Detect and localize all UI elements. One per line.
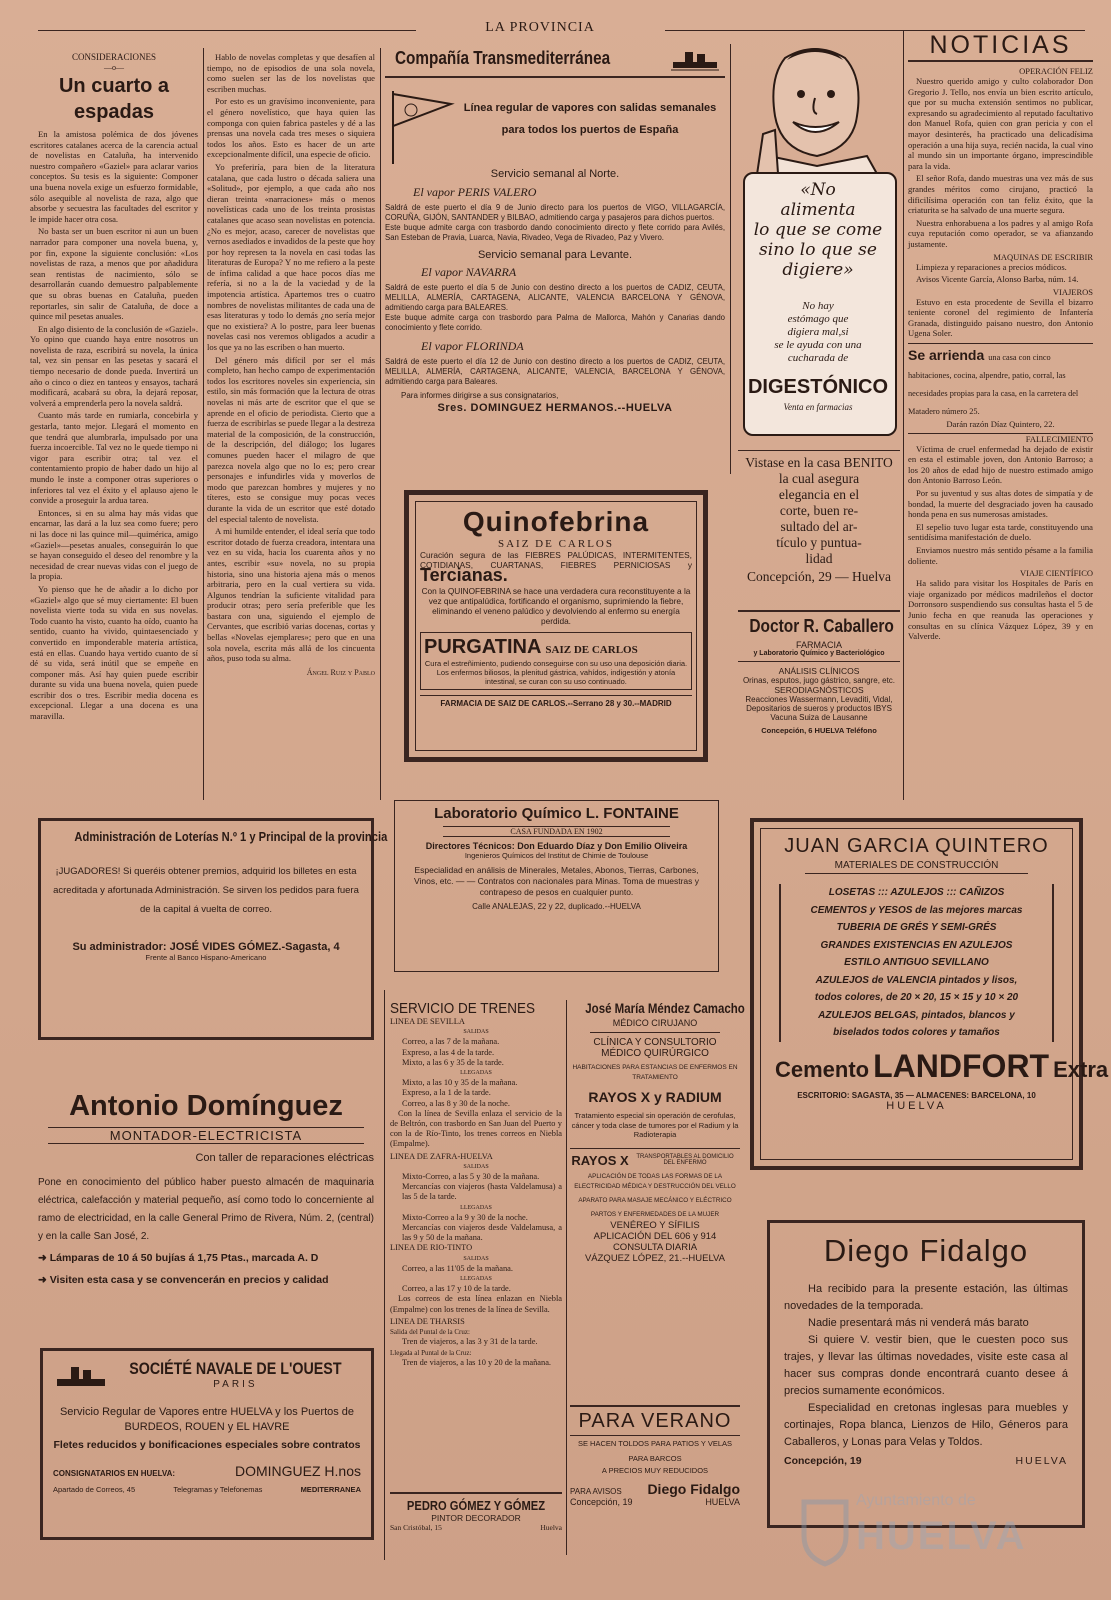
ad-subtitle: Línea regular de vapores con salidas semanales	[463, 102, 717, 114]
benito-line: corte, buen re-	[779, 503, 859, 518]
train-time: Mixto, a las 6 y 35 de la tarde.	[402, 1057, 504, 1067]
fidalgo-city: HUELVA	[1015, 1455, 1068, 1467]
caballero-line: Reacciones Wassermann, Levaditi, Vidal, Depositarios de sueros y productos IBYS	[745, 695, 893, 713]
pedro-address: San Cristóbal, 15	[390, 1523, 442, 1532]
train-time: Mixto, a las 10 y 35 de la mañana.	[402, 1078, 518, 1088]
caballero-line: ANÁLISIS CLÍNICOS	[778, 666, 860, 676]
pedro-sub: PINTOR DECORADOR	[431, 1513, 521, 1523]
news-heading: MAQUINAS DE ESCRIBIR	[993, 251, 1093, 262]
mendez-sub: MÉDICO CIRUJANO	[612, 1018, 698, 1028]
train-label: Llegada al Puntal de la Cruz:	[390, 1348, 472, 1357]
fidalgo-text: Especialidad en cretonas inglesas para muebles y cortinajes, Ropa blanca, Lienzos de Hilo, Géneros para Caballeros, y Lonas para Velas y Toldos.	[784, 1402, 1068, 1448]
article-paragraph: Cuanto más tarde en rumiarla, concebirla y gestarla, tanto mejor. Llegará el momento en que tendrá que alumbrarla, impulsado por una fuerza incoercible. Tal vez no le quede tiempo ni vigor para escribir otra; tal vez el contentamiento propio de haber dado un hijo al mundo le inste a componer otras superiores o inferiores tal vez el éxito y el aplauso ajeno le convide a proseguir la ardua tarea.	[30, 410, 198, 506]
train-label: Salida del Puntal de la Cruz:	[390, 1328, 470, 1337]
news-paragraph: El sepelio tuvo lugar esta tarde, constituyendo una sentidísima manifestación de duelo.	[908, 521, 1093, 543]
ad-transmediterranea	[385, 44, 725, 474]
fontaine-address: Calle ANALEJAS, 22 y 22, duplicado.--HUELVA	[472, 902, 641, 911]
purgatina-text: Cura el estreñimiento, pudiendo conseguirse con su uso una deposición diaria. Los enfermos biliosos, la plenitud gástrica, vahídos, indigestión y atonía intestinal, se curan con su uso continuado.	[424, 659, 688, 686]
ship-text: Saldrá de este puerto el día 5 de Junio con destino directo a los puertos de CADIZ, CEUTA, MELILLA, ALMERÍA, CARTAGENA, ALICANTE, VALENCIA BARCELONA Y GÉNOVA, admitiendo carga para BALEARES.	[385, 283, 725, 312]
quino-brand: Quinofebrina	[462, 506, 650, 537]
antonio-lamps-text: Lámparas de 10 á 50 bujías á 1,75 Ptas., marcada A. D	[49, 1252, 319, 1264]
train-time: Mercancías con viajeros (hasta Valdelamusa) a las 5 de la tarde.	[402, 1182, 562, 1202]
navale-po-box: Apartado de Correos, 45	[53, 1485, 136, 1494]
train-line: LINEA DE ZAFRA-HUELVA	[390, 1151, 493, 1161]
news-paragraph: Por su juventud y sus altas dotes de simpatía y de bondad, la muerte del desgraciado joven ha causado honda pena en sus numerosas amistades.	[908, 488, 1093, 520]
slogan-line: lo que se come	[753, 220, 883, 240]
mendez-treatment: Tratamiento especial sin operación de cerofulas, cáncer y toda clase de tumores por el Radium y la Radioterapia	[571, 1111, 739, 1139]
train-time: Correo, a las 17 y 10 de la tarde.	[402, 1284, 511, 1294]
quintero-address: ESCRITORIO: SAGASTA, 35 — ALMACENES: BARCELONA, 10	[797, 1090, 1036, 1100]
quintero-item: ESTILO ANTIGUO SEVILLANO	[844, 957, 989, 968]
mendez-name: José María Méndez Camacho	[585, 1000, 745, 1016]
rental-notice	[908, 343, 1093, 430]
mendez-line: APLICACIÓN DEL 606 y 914	[593, 1230, 717, 1242]
news-paragraph: Ha salido para visitar los Hospitales de París en viaje organizado por médicos madrileños el doctor Dorronsoro suspendiendo sus consultas hasta el 5 de Junio fecha en que reanuda las operaciones y consultas en su clínica Vázquez López, 39 y en Valverde.	[908, 578, 1093, 642]
train-label: LLEGADAS	[460, 1276, 492, 1283]
quintero-bracket	[1034, 884, 1054, 1042]
archive-watermark	[800, 1490, 1040, 1570]
service-north: Servicio semanal al Norte.	[490, 168, 620, 180]
purgatina-brand: PURGATINA	[424, 636, 542, 658]
train-title: SERVICIO DE TRENES	[390, 1000, 536, 1017]
quintero-item: biselados todos colores y tamaños	[833, 1027, 1000, 1038]
quintero-item: AZULEJOS BELGAS, pintados, blancos y	[818, 1009, 1015, 1021]
antonio-lamps: ➜ Lámparas de 10 á 50 bujías á 1,75 Ptas., marcada A. D	[38, 1252, 319, 1264]
quino-text	[420, 550, 692, 583]
benito-line: elegancia en el	[778, 487, 860, 502]
article-signature: Ángel Ruiz y Pablo	[306, 667, 375, 677]
verano-name: Diego Fidalgo	[647, 1481, 740, 1497]
navale-consignees: CONSIGNATARIOS EN HUELVA:	[53, 1469, 176, 1478]
news-paragraph: Víctima de cruel enfermedad ha dejado de existir en esta el estimable joven, don Antonio Barroso; a los 20 años de edad hijo de nuestro estimado amigo don Antonio Barroso León.	[908, 443, 1093, 486]
train-time: Expreso, a la 1 de la tarde.	[402, 1088, 491, 1098]
ad-consignee: Sres. DOMINGUEZ HERMANOS.--HUELVA	[437, 402, 673, 414]
news-paragraph: El señor Rofa, dando muestras una vez más de sus grandes méritos como cirujano, practicó la dificilísima operación con tan feliz éxito, que la criaturita se ha salvado de una muerte segura.	[908, 173, 1093, 216]
caballero-sub: y Laboratorio Químico y Bacteriológico	[753, 650, 885, 657]
article-paragraph: En la amistosa polémica de dos jóvenes escritores catalanes acerca de la carencia actual de novelistas en Cataluña, ha intervenido nuestro compañero «Gaziel» para aclarar varios conceptos. Su tesis es la siguiente: Componer una buena novela exige un esfuerzo formidable, sólo asequible al novelista de raza, algo que absorbe y secuestra las facultades del escritor y le impide hacer otra cosa.	[30, 129, 198, 224]
ad-info: Para informes dirigirse a sus consignatarios,	[401, 391, 559, 400]
ad-quintero	[750, 818, 1109, 1170]
column-rule	[203, 48, 204, 800]
ship-text: Saldrá de este puerto el día 9 de Junio directo para los puertos de VIGO, VILLAGARCÍA, CORUÑA, GIJÓN, SANTANDER y BILBAO, admitiendo carga y pasajeros para dichos puertos.	[385, 203, 725, 222]
news-title: NOTICIAS	[908, 30, 1093, 62]
digestonico-slogan	[745, 180, 891, 280]
fontaine-title: Laboratorio Químico L. FONTAINE	[434, 805, 679, 822]
quintero-item: GRANDES EXISTENCIAS EN AZULEJOS	[820, 939, 1013, 951]
fontaine-founded: CASA FUNDADA EN 1902	[443, 826, 670, 837]
claim-line: estómago que	[787, 313, 849, 325]
navale-med: MEDITERRANEA	[300, 1485, 361, 1494]
fidalgo-name: Diego Fidalgo	[823, 1233, 1029, 1268]
slogan-line: alimenta	[780, 200, 856, 220]
pedro-name: PEDRO GÓMEZ Y GÓMEZ	[406, 1498, 546, 1513]
benito-line: sultado del ar-	[780, 519, 858, 534]
digestonico-brand: DIGESTÓNICO	[747, 376, 888, 398]
fontaine-engineers: Ingenieros Químicos del Institut de Chimie de Toulouse	[464, 851, 649, 860]
quintero-item: AZULEJOS de VALENCIA pintados y lisos,	[815, 974, 1018, 986]
verano-city: HUELVA	[705, 1497, 740, 1507]
digestonico-claim	[745, 300, 891, 365]
news-paragraph: Limpieza y reparaciones a precios módicos.	[916, 261, 1067, 272]
mendez-line: PARTOS Y ENFERMEDADES DE LA MUJER	[590, 1210, 720, 1218]
quintero-sub: MATERIALES DE CONSTRUCCIÓN	[805, 860, 1028, 874]
antonio-visit: ➜ Visiten esta casa y se convencerán en precios y calidad	[38, 1274, 329, 1286]
verano-text: SE HACEN TOLDOS PARA PATIOS Y VELAS PARA BARCOS	[570, 1435, 740, 1466]
navale-telegrams: Telegramas y Telefonemas	[173, 1485, 263, 1494]
slogan-line: «No	[800, 180, 836, 200]
article-paragraph: No basta ser un buen escritor ni aun un buen narrador para componer una novela buena, y, por fin, expone la siguiente conclusión: «Los novelistas de raza, a menos que por añadidura sean rentistas de nacimiento, sólo se desarrollarán cuando demuestro palpablemente que su obras buenas en Cataluña, pueden reportarles, sin salir de Cataluña, de doce a quince mil pesetas anuales.	[30, 226, 198, 322]
service-levante: Servicio semanal para Levante.	[477, 249, 633, 261]
news-paragraph: Enviamos nuestro más sentido pésame a la familia doliente.	[908, 545, 1093, 566]
pedro-city: Huelva	[540, 1523, 562, 1532]
purgatina-maker: SAIZ DE CARLOS	[545, 644, 638, 656]
ad-quinofebrina	[404, 490, 708, 762]
news-paragraph: Avisos Vicente García, Alonso Barba, núm. 14.	[916, 274, 1079, 285]
quintero-item: LOSETAS ::: AZULEJOS ::: CAÑIZOS	[828, 887, 1005, 898]
antonio-name: Antonio Domínguez	[69, 1090, 343, 1122]
claim-line: cucharada de	[787, 352, 849, 364]
news-heading: FALLECIMIENTO	[908, 433, 1093, 444]
caballero-name: Doctor R. Caballero	[749, 616, 894, 636]
benito-line: Vistase en la casa BENITO	[745, 455, 893, 470]
navale-service: Servicio Regular de Vapores entre HUELVA y los Puertos de BURDEOS, ROUEN y EL HAVRE	[59, 1406, 355, 1433]
mendez-line: MÉDICO QUIRÚRGICO	[601, 1048, 709, 1059]
train-note: Con la línea de Sevilla enlaza el servicio de la de Beltrón, con trasbordo en San Juan del Puerto y con la de Río-Tinto, los trenes correos en Niebla (Empalme).	[390, 1108, 562, 1149]
flag-icon	[385, 86, 455, 166]
ship-name: El vapor NAVARRA	[421, 265, 517, 279]
train-label: SALIDAS	[463, 1029, 489, 1036]
fidalgo-text: Ha recibido para la presente estación, las últimas novedades de la temporada.	[784, 1283, 1068, 1312]
loterias-front: Frente al Banco Hispano-Americano	[145, 953, 267, 962]
quintero-item: TUBERIA DE GRÉS Y SEMI-GRÉS	[836, 922, 997, 933]
article-col2	[207, 52, 375, 800]
train-label: LLEGADAS	[460, 1070, 492, 1077]
ad-benito	[738, 450, 900, 605]
ship-text: Este buque admite carga con trasbordo dando conocimiento directo y flete corrido para Avilés, San Esteban de Pravia, Luarca, Navia, Rivadeo, Vega de Rivadeo, Paz y Vivero.	[385, 223, 725, 242]
article-paragraph: Yo preferiría, para bien de la literatura catalana, que cada lustro o década saliera una «Solitud», por ejemplo, a que cada año nos dieran treinta «narraciones» más o menos novelísticas cada uno de los treinta prosistas catalanes que acaso sean novelistas en potencia. ¿No es mejor, acaso, carecer de novelistas que vernos asediados e invadidos de la peste que hoy por hoy represen ta la novela en casi todas las literaturas de Europa? Y no me refiero a la peste de ínfima calidad a que hace pocos días me refería, si no a la de la vaciedad y de la impotencia artística. Apartemos tres o cuatro nombres de novelistas militantes de cada una de esas literaturas y todo lo demás ¿no sería mejor que no existiera? A lo postre, para leer buenas novelas casi nos veremos obligados a acudir a los que ya no las escriben o han muerto.	[207, 161, 376, 353]
quino-text-1: Curación segura de las FIEBRES PALÚDICAS, INTERMITENTES, COTIDIANAS, CUARTANAS, FIEBRES PERNICIOSAS y	[420, 550, 692, 570]
navale-rates: Fletes reducidos y bonificaciones especiales sobre contratos	[53, 1439, 361, 1451]
mendez-line: APARATO PARA MASAJE MECÁNICO Y ELÉCTRICO	[578, 1196, 732, 1204]
mendez-line: CLÍNICA Y CONSULTORIO	[593, 1037, 717, 1048]
quintero-bracket	[779, 884, 799, 1042]
caballero-line: SERODIAGNÓSTICOS	[774, 685, 864, 695]
navale-city: PARIS	[213, 1378, 258, 1390]
watermark-line1: Ayuntamiento de	[856, 1492, 976, 1509]
mendez-xray-sub: TRANSPORTABLES AL DOMICILIO DEL ENFERMO	[636, 1154, 734, 1166]
claim-line: No hay	[802, 300, 834, 312]
mendez-line: VÁZQUEZ LÓPEZ, 21.--HUELVA	[584, 1252, 726, 1264]
navale-name: SOCIÉTÉ NAVALE DE L'OUEST	[129, 1358, 342, 1378]
quino-tercianas: Tercianas.	[420, 565, 508, 585]
quino-foot: FARMACIA DE SAIZ DE CARLOS.--Serrano 28 y 30.--MADRID	[420, 695, 692, 708]
article-col1	[30, 52, 198, 800]
ship-icon	[53, 1357, 109, 1391]
verano-address: Concepción, 19	[570, 1497, 633, 1507]
shield-icon	[800, 1496, 850, 1566]
ad-societe-navale	[40, 1348, 374, 1540]
quintero-cement: Cemento	[775, 1056, 870, 1082]
train-note: Los correos de esta línea enlazan en Niebla (Empalme) con los trenes de la línea de Sevilla.	[390, 1294, 562, 1314]
slogan-line: digiere»	[782, 260, 854, 280]
train-time: Mixto-Correo, a las 5 y 30 de la mañana.	[402, 1172, 540, 1182]
ad-pedro-gomez	[390, 1492, 562, 1547]
loterias-admin: Su administrador: JOSÉ VIDES GÓMEZ.-Sagasta, 4	[72, 941, 340, 953]
masthead-rule-left	[38, 30, 416, 31]
verano-avisos: PARA AVISOS	[570, 1487, 622, 1496]
train-line: LINEA DE SEVILLA	[390, 1017, 465, 1026]
antonio-workshop: Con taller de reparaciones eléctricas	[195, 1152, 374, 1164]
verano-price: A PRECIOS MUY REDUCIDOS	[601, 1466, 709, 1475]
mendez-line: VENÉREO Y SÍFILIS	[610, 1219, 700, 1231]
fidalgo-text: Nadie presentará más ni venderá más barato	[808, 1317, 1029, 1329]
rental-heading: Se arrienda	[908, 347, 985, 364]
quino-maker: SAIZ DE CARLOS	[497, 538, 614, 550]
train-label: SALIDAS	[463, 1163, 489, 1170]
watermark-line2: HUELVA	[856, 1514, 1027, 1558]
column-rule	[566, 1000, 567, 1555]
article-paragraph: Del género más difícil por ser el más completo, han hecho campo de experimentación todos los escritores noveles sin experiencia, sin estilo, sin más formación que la lectura de otras novelas ni más arte de escritor que el que se aprende en el oficio de periodista. Cierto que a fuerza de escribirlas se puede llegar a la destreza material de la composición, de la construcción, de la descripción, del diálogo; los lugares comunes pueden hacer el milagro de que parezca novela algo que no lo es; pero crear personajes e infundirles vida y moverlos de modo que parezcan hombres y mujeres y no títeres, esto se consigue muy pocas veces durante la vida de un escritor que esté dotado del especial talento de novelista.	[207, 354, 375, 524]
ad-loterias	[38, 818, 388, 1040]
quintero-item: todos colores, de 20 × 20, 15 × 15 y 10 × 20	[814, 992, 1019, 1003]
slogan-line: sino lo que se	[759, 240, 877, 260]
benito-address: Concepción, 29 — Huelva	[747, 569, 891, 584]
train-time: Correo, a las 7 de la mañana.	[402, 1037, 500, 1047]
ship-icon	[669, 44, 721, 72]
quino-text-2: Con la QUINOFEBRINA se hace una verdadera cura reconstituyente a la vez que antipalúdica, fortificando el organismo, suprimiendo la fiebre, eliminando el veneno palúdico y devolviendo al enfermo su energía perdida.	[421, 586, 691, 626]
ad-antonio-dominguez	[38, 1090, 374, 1310]
ad-caballero	[738, 610, 900, 800]
antonio-sub: MONTADOR-ELECTRICISTA	[48, 1127, 364, 1144]
train-schedule	[390, 1000, 562, 1485]
quintero-name: JUAN GARCIA QUINTERO	[784, 835, 1049, 857]
article-paragraph: Yo pienso que he de añadir a lo dicho por «Gaziel» algo que sé muy ciertamente: El buen novelista vierte toda su vida en sus novelas. Todo cuanto ha visto, cuanto ha oído, cuanto ha sentido, cuanto ha vivido, quintaesenciado y convertido en imponderable materia artística, está en ellas. Cuando haya vertido cuanto de sí dé su vida, será inútil que se empeñe en componer más. Así hay quien puede escribir durante su vida una buena novela, quien puede escribir dos o tres. Escribir media docena es excepcional. Llegar a una docena es una maravilla.	[30, 583, 198, 722]
antonio-text: Pone en conocimiento del público haber puesto almacén de maquinaria eléctrica, calefacción y material pequeño, así como todo lo concerniente al ramo de electricidad, en la calle General Primo de Rivera, Núm. 2, (central) y en la calle San José, 2.	[38, 1177, 374, 1242]
smiling-man-illustration	[735, 38, 898, 188]
ad-digestonico	[735, 38, 898, 438]
train-label: LLEGADAS	[460, 1204, 492, 1211]
mendez-line: HABITACIONES PARA ESTANCIAS DE ENFERMOS EN TRATAMIENTO	[572, 1064, 738, 1081]
article-paragraph: Hablo de novelas completas y que desafíen al tiempo, no de episodios de una sola novela, como suelen ser las de los novelistas que escriben muchas.	[207, 52, 375, 94]
ad-fontaine	[394, 800, 719, 972]
mendez-rays: RAYOS X y RADIUM	[588, 1089, 722, 1105]
mendez-xray: RAYOS X	[571, 1152, 629, 1168]
news-heading: OPERACIÓN FELIZ	[1019, 66, 1093, 76]
benito-line: lidad	[805, 551, 833, 566]
train-time: Correo, a las 8 y 30 de la noche.	[402, 1098, 510, 1108]
article-kicker: CONSIDERACIONES	[71, 52, 156, 62]
ship-text: Este buque admite carga con trasbordo para Palma de Mallorca, Mahón y Canarias dando conocimiento y flete corrido.	[385, 313, 725, 332]
news-paragraph: Nuestro querido amigo y culto colaborador Don Gregorio J. Tello, nos envía un bien escrito artículo, que por su mucha extensión sentimos no publicar, expresando su agradecimiento al reputado facultativo don Manuel Rofa, quien con gran pericia y con el mayor desinterés, ha practicado una delicadísima operación a una hija suya, recién nacida, la cual vino al mundo sin un importante órgano, imprescindible para la vida.	[908, 76, 1093, 171]
column-rule	[730, 44, 731, 474]
quintero-city: HUELVA	[886, 1099, 947, 1112]
masthead: LA PROVINCIA	[485, 20, 595, 35]
fidalgo-address: Concepción, 19	[784, 1455, 862, 1467]
article-paragraph: Entonces, si en su alma hay más vidas que encarnar, las dará a la luz sea como fuere; pero ni las doce ni las quince mil—quimérica, amigo «Gaziel»—pesetas anuales, conseguirán lo que se hayan conseguido el deseo del renombre y la necesidad de crear nuevas vidas con el juego de la propia.	[30, 507, 198, 582]
loterias-text: ¡JUGADORES! Si queréis obtener premios, adquirid los billetes en esta acreditada y afortunada Administración. Se sirven los pedidos para fuera de la capital á vuelta de correo.	[53, 866, 359, 915]
article-title: Un cuarto a espadas	[58, 75, 170, 123]
train-time: Mixto-Correo a la 9 y 30 de la noche.	[402, 1212, 528, 1222]
train-time: Tren de viajeros, a las 3 y 31 de la tarde.	[402, 1337, 538, 1347]
train-line: LINEA DE THARSIS	[390, 1316, 465, 1326]
ad-diego-fidalgo	[767, 1220, 1085, 1528]
caballero-address: Concepción, 6 HUELVA Teléfono	[761, 726, 877, 735]
article-paragraph: A mi humilde entender, el ideal sería que todo escritor dotado de fuerza creadora, intentara una vez en su vida, hacia los cuarenta años y no antes, escribir «su» novela, no su propia historia, sino una historia ajena más o menos arbitraria, pero en la cual vertiera su vida. Algunos tendrían la suficiente vitalidad para producir otras; pero sería preferible que les bastara con una, siguiendo el ejemplo de Cervantes, que escribió varias docenas, cortas y bellas «Novelas ejemplares»; pero que en una sola novela, escrita más allá de los cincuenta años, puso toda su alma.	[207, 526, 375, 664]
train-time: Mercancías con viajeros desde Valdelamusa, a las 9 y 50 de la mañana.	[402, 1223, 562, 1243]
benito-line: tículo y puntua-	[776, 535, 862, 550]
mendez-line: APLICACIÓN DE TODAS LAS FORMAS DE LA ELECTRICIDAD MÉDICA Y DESTRUCCIÓN DEL VELLO	[574, 1172, 736, 1190]
quintero-landfort: LANDFORT	[873, 1047, 1050, 1084]
antonio-visit-text: Visiten esta casa y se convencerán en precios y calidad	[49, 1274, 329, 1286]
article-paragraph: Por esto es un gravísimo inconveniente, para el género novelístico, que haya quien las componga con quien fabrica pasteles y dé a las prensas una novela cada tres meses o siquiera todos los años. Esto es hacer de un arte excepcionalmente difícil, una especie de oficio.	[207, 96, 375, 160]
ship-name: El vapor PERIS VALERO	[413, 185, 537, 199]
news-paragraph: Nuestra enhorabuena a los padres y al amigo Rofa cuya reputación como operador, se va afianzando justamente.	[908, 217, 1093, 249]
train-time: Expreso, a las 4 de la tarde.	[402, 1047, 495, 1057]
news-column	[908, 30, 1093, 800]
claim-line: digiera mal,si	[787, 326, 849, 338]
train-time: Correo, a las 11'05 de la mañana.	[402, 1263, 513, 1273]
ad-mendez	[570, 1000, 745, 1410]
news-heading: VIAJE CIENTÍFICO	[1020, 568, 1093, 579]
digestonico-foot: Venta en farmacias	[783, 402, 853, 412]
fidalgo-text: Si quiere V. vestir bien, que le cuesten poco sus trajes, y llevar las últimas novedades, visite este casa al hacer sus compras donde encontrará cuanto desee á precios sumamente económicos.	[784, 1334, 1068, 1397]
fontaine-directors: Directores Técnicos: Don Eduardo Díaz y Don Emilio Oliveira	[425, 841, 688, 851]
article-kicker-ornament: —o—	[104, 63, 124, 72]
quintero-item: CEMENTOS y YESOS de las mejores marcas	[810, 904, 1023, 916]
ship-name: El vapor FLORINDA	[421, 339, 524, 353]
train-label: SALIDAS	[463, 1255, 489, 1262]
caballero-sub: FARMACIA	[795, 640, 842, 650]
claim-line: se le ayuda con una	[774, 339, 862, 351]
train-time: Tren de viajeros, a las 10 y 20 de la mañana.	[402, 1357, 552, 1367]
caballero-line: Vacuna Suiza de Lausanne	[770, 713, 868, 722]
column-rule	[380, 48, 381, 800]
rental-contact: Darán razón Díaz Quintero, 22.	[946, 419, 1055, 430]
news-paragraph: Estuvo en esta procedente de Sevilla el bizarro teniente coronel del regimiento de Infantería Granada, distinguido paisano nuestro, don Antonio Ugena Soler.	[908, 296, 1093, 339]
ad-subtitle: para todos los puertos de España	[501, 124, 679, 136]
verano-title: PARA VERANO	[578, 1410, 732, 1432]
rental-text: una casa con cinco habitaciones, cocina, alpendre, patio, corral, las necesidades propias para la casa, en la carretera del Matadero número 25.	[908, 353, 1079, 417]
ad-title: Compañía Transmediterránea	[395, 47, 611, 68]
benito-line: la cual asegura	[778, 471, 860, 486]
column-rule	[384, 990, 385, 1560]
loterias-title: Administración de Loterías N.º 1 y Principal de la provincia	[74, 829, 388, 844]
mendez-line: CONSULTA DIARIA	[612, 1241, 698, 1253]
ship-text: Saldrá de este puerto el día 12 de Junio con destino directo a los puertos de CADIZ, CEUTA, MELILLA, ALMERÍA, CARTAGENA, ALICANTE, VALENCIA, BARCELONA Y GÉNOVA, admitiendo carga para Baleares.	[385, 357, 725, 386]
navale-consignee-name: DOMINGUEZ H.nos	[234, 1463, 361, 1479]
quintero-extra: Extra	[1053, 1056, 1109, 1082]
ad-para-verano	[570, 1405, 740, 1553]
train-line: LINEA DE RIO-TINTO	[390, 1243, 473, 1253]
column-rule	[903, 30, 904, 800]
article-paragraph: En algo disiento de la conclusión de «Gaziel». Yo opino que cuando haya entre nosotros un novelista de raza, escribirá su novela, la única tal, vez sin pensar en las pesetas y sacará el tiempo necesario de donde pueda. Invertirá un año o cinco o diez en tanteos y ensayos, tachará modificará, acabará su obra, la dejará reposar, volverá a emprenderla pero la novela saldrá.	[30, 323, 198, 408]
fontaine-specialty: Especialidad en análisis de Minerales, Metales, Abonos, Tierras, Carbones, Vinos, etc. — — Contratos con nacionales para Minas. Toma de muestras y contrapeso de pesos en cualquier punto.	[413, 865, 700, 897]
caballero-line: Orinas, esputos, jugo gástrico, sangre, etc.	[742, 676, 896, 685]
news-heading: VIAJEROS	[1052, 286, 1093, 297]
